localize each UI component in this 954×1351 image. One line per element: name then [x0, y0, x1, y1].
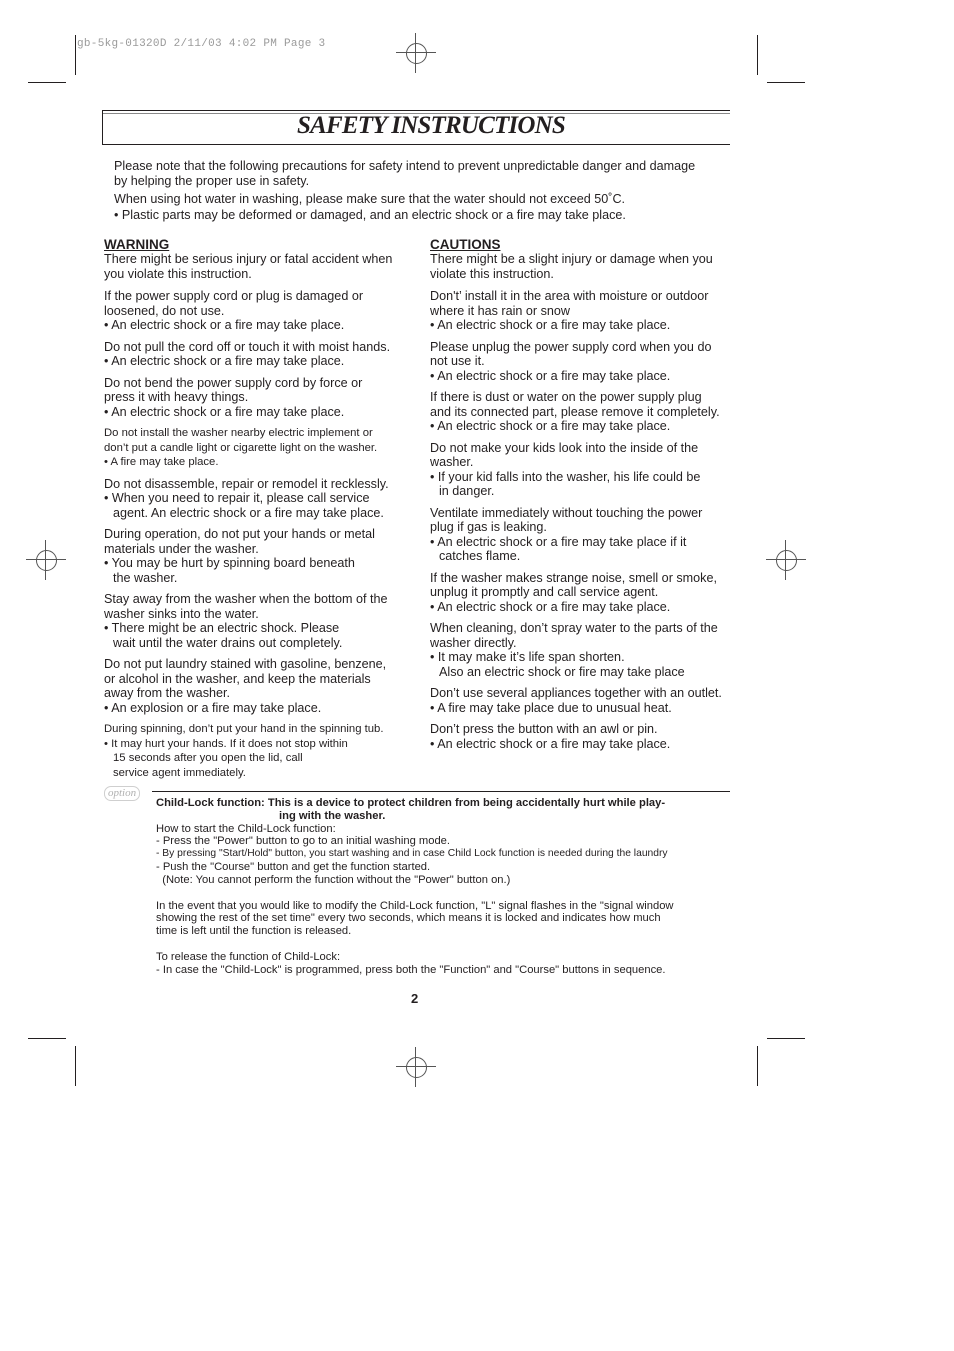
cautions-lead	[430, 252, 735, 281]
cautions-item-line: • An electric shock or a fire may take place.	[430, 599, 671, 614]
warning-item-line: • When you need to repair it, please call service	[104, 491, 370, 505]
cautions-item-line: plug if gas is leaking.	[430, 520, 547, 534]
intro-text	[114, 159, 724, 223]
cautions-lead-line: violate this instruction.	[430, 266, 554, 281]
intro-line: When using hot water in washing, please make sure that the water should not exceed 50˚C.	[114, 192, 626, 207]
warning-item-line: agent. An electric shock or a fire may take place.	[113, 505, 384, 520]
warning-item-line: • There might be an electric shock. Please	[104, 621, 340, 635]
cautions-item-line: washer.	[430, 455, 474, 469]
intro-line: by helping the proper use in safety.	[114, 174, 310, 189]
warning-item-line: Do not bend the power supply cord by force or	[104, 375, 363, 390]
cautions-heading: CAUTIONS	[430, 237, 501, 252]
cautions-item-line: Also an electric shock or fire may take place	[439, 664, 685, 679]
cautions-item-line: Don’t use several appliances together with an outlet.	[430, 686, 722, 700]
cautions-item	[430, 621, 735, 679]
cautions-item-line: and its connected part, please remove it completely.	[430, 404, 720, 419]
childlock-how: How to start the Child-Lock function:	[156, 822, 336, 835]
warning-item-line: • An electric shock or a fire may take place.	[104, 354, 345, 368]
warning-item-line: the washer.	[113, 570, 178, 585]
crop-mark	[757, 1046, 758, 1086]
warning-item	[104, 657, 409, 715]
registration-mark-bottom	[396, 1047, 436, 1087]
print-slug: gb-5kg-01320D 2/11/03 4:02 PM Page 3	[77, 38, 326, 50]
cautions-item-line: where it has rain or snow	[430, 303, 570, 318]
cautions-item-line: Don’t press the button with an awl or pin.	[430, 722, 658, 736]
warning-item-line: If the power supply cord or plug is damaged or	[104, 289, 364, 303]
registration-mark-right	[766, 540, 806, 580]
cautions-item-line: in danger.	[439, 484, 495, 498]
cautions-item-line: Don't’ install it in the area with moisture or outdoor	[430, 289, 709, 303]
intro-line: • Plastic parts may be deformed or damaged, and an electric shock or a fire may take place.	[114, 207, 626, 222]
childlock-section	[156, 797, 731, 977]
warning-item-line: Stay away from the washer when the bottom of the	[104, 592, 388, 606]
childlock-modify: time is left until the function is released.	[156, 925, 352, 938]
cautions-item-line: • An electric shock or a fire may take place.	[430, 368, 671, 383]
childlock-step: - Push the "Course" button and get the function started.	[156, 860, 431, 873]
warning-lead	[104, 252, 409, 281]
crop-mark	[757, 35, 758, 75]
childlock-heading: Child-Lock function: This is a device to protect children from being accidentally hurt while play-	[156, 797, 666, 809]
cautions-item	[430, 289, 735, 333]
crop-mark	[75, 1046, 76, 1086]
warning-item	[104, 289, 409, 333]
registration-mark-top	[396, 33, 436, 73]
warning-item	[104, 426, 409, 470]
title-rule-bottom	[102, 144, 730, 145]
crop-mark	[767, 82, 805, 83]
childlock-note: (Note: You cannot perform the function without the "Power" button on.)	[156, 873, 511, 886]
cautions-item-line: • An electric shock or a fire may take place.	[430, 318, 671, 332]
warning-item-line: • An electric shock or a fire may take place.	[104, 318, 345, 332]
cautions-item-line: Ventilate immediately without touching the power	[430, 505, 703, 520]
warning-item-line: 15 seconds after you open the lid, call	[113, 752, 303, 764]
childlock-step: - Press the "Power" button to go to an initial washing mode.	[156, 835, 451, 848]
warning-lead-line: There might be serious injury or fatal accident when	[104, 252, 393, 266]
crop-mark	[767, 1038, 805, 1039]
cautions-item	[430, 686, 735, 715]
warning-item	[104, 722, 409, 780]
cautions-item-line: When cleaning, don’t spray water to the parts of the	[430, 621, 718, 635]
cautions-item	[430, 722, 735, 751]
warning-item	[104, 592, 409, 650]
cautions-item-line: • If your kid falls into the washer, his life could be	[430, 469, 701, 484]
warning-item-line: • You may be hurt by spinning board beneath	[104, 556, 355, 570]
warning-item	[104, 477, 409, 521]
crop-mark	[28, 1038, 66, 1039]
cautions-item-line: • An electric shock or a fire may take place if it	[430, 534, 687, 549]
childlock-rule	[152, 791, 730, 792]
cautions-item	[430, 441, 735, 499]
option-badge: option	[104, 786, 140, 801]
cautions-item-line: • A fire may take place due to unusual heat.	[430, 700, 672, 715]
warning-item-line: washer sinks into the water.	[104, 606, 259, 621]
warning-item-line: Do not disassemble, repair or remodel it recklessly.	[104, 476, 389, 491]
warning-item-line: • An explosion or a fire may take place.	[104, 700, 322, 715]
cautions-item-line: catches flame.	[439, 549, 521, 563]
warning-item-line: press it with heavy things.	[104, 390, 249, 404]
warning-item-line: service agent immediately.	[113, 766, 246, 779]
cautions-item	[430, 571, 735, 615]
cautions-column	[430, 237, 735, 758]
childlock-modify: showing the rest of the set time" every two seconds, which means it is locked and indicates how much	[156, 912, 661, 925]
warning-item-line: • An electric shock or a fire may take place.	[104, 404, 345, 419]
crop-mark	[28, 82, 66, 83]
cautions-item-line: unplug it promptly and call service agent.	[430, 585, 659, 599]
warning-item	[104, 527, 409, 585]
cautions-item-line: • An electric shock or a fire may take place.	[430, 736, 671, 751]
warning-item-line: • A fire may take place.	[104, 456, 219, 468]
warning-item-line: away from the washer.	[104, 686, 230, 700]
cautions-item	[430, 340, 735, 384]
title-rule-top	[102, 110, 730, 111]
childlock-release-step: - In case the "Child-Lock" is programmed, press both the "Function" and "Course" buttons in sequence.	[156, 963, 666, 976]
warning-item-line: During operation, do not put your hands or metal	[104, 527, 375, 541]
warning-item-line: During spinning, don’t put your hand in the spinning tub.	[104, 723, 384, 735]
warning-item-line: Do not install the washer nearby electric implement or	[104, 427, 373, 439]
cautions-item	[430, 506, 735, 564]
warning-item	[104, 340, 409, 369]
warning-items	[104, 289, 409, 780]
registration-mark-left	[26, 540, 66, 580]
warning-heading: WARNING	[104, 237, 170, 252]
cautions-item-line: • It may make it’s life span shorten.	[430, 650, 625, 664]
childlock-heading-cont: ing with the washer.	[279, 809, 386, 822]
warning-item-line: • It may hurt your hands. If it does not stop within	[104, 737, 348, 750]
page-title: SAFETY INSTRUCTIONS	[297, 112, 565, 139]
cautions-item	[430, 390, 735, 434]
cautions-item-line: Do not make your kids look into the inside of the	[430, 440, 699, 455]
warning-item-line: Do not put laundry stained with gasoline, benzene,	[104, 657, 387, 671]
warning-item-line: loosened, do not use.	[104, 303, 225, 318]
warning-column	[104, 237, 409, 787]
cautions-item-line: not use it.	[430, 354, 485, 368]
warning-item-line: or alcohol in the washer, and keep the materials	[104, 671, 371, 686]
warning-item-line: materials under the washer.	[104, 541, 259, 556]
warning-item-line: wait until the water drains out completely.	[113, 635, 343, 650]
cautions-lead-line: There might be a slight injury or damage when you	[430, 252, 713, 266]
warning-item-line: don’t put a candle light or cigarette light on the washer.	[104, 441, 378, 454]
childlock-modify: In the event that you would like to modify the Child-Lock function, "L" signal flashes in the "signal window	[156, 899, 674, 912]
childlock-step: - By pressing "Start/Hold" button, you start washing and in case Child Lock function is needed during the laundry	[156, 848, 668, 860]
cautions-item-line: If there is dust or water on the power supply plug	[430, 390, 702, 404]
warning-lead-line: you violate this instruction.	[104, 266, 252, 281]
cautions-item-line: If the washer makes strange noise, smell or smoke,	[430, 570, 717, 585]
childlock-release: To release the function of Child-Lock:	[156, 950, 341, 963]
cautions-items	[430, 289, 735, 751]
title-rule-left	[102, 110, 103, 145]
cautions-item-line: Please unplug the power supply cord when you do	[430, 339, 712, 354]
page-number: 2	[411, 991, 419, 1006]
crop-mark	[75, 35, 76, 75]
cautions-item-line: washer directly.	[430, 635, 517, 650]
warning-item-line: Do not pull the cord off or touch it with moist hands.	[104, 339, 391, 354]
cautions-item-line: • An electric shock or a fire may take place.	[430, 419, 671, 433]
intro-line: Please note that the following precautions for safety intend to prevent unpredictable danger and damage	[114, 159, 696, 173]
warning-item	[104, 376, 409, 420]
